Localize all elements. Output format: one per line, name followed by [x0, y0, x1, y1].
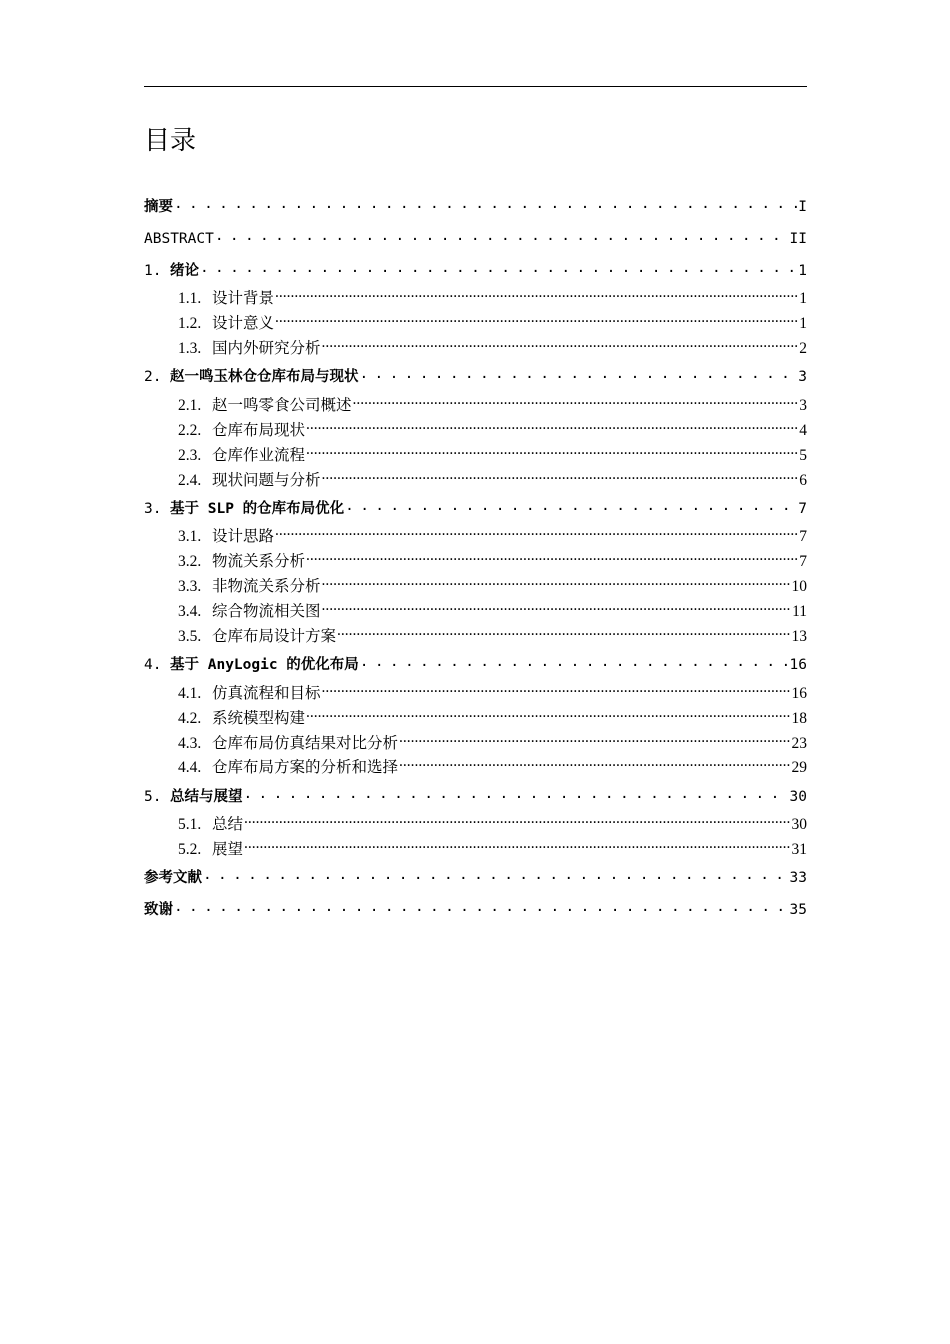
toc-entry-number: 2.1. [178, 396, 202, 414]
toc-entry-section-4-2[interactable] [144, 707, 807, 729]
dot-leader [360, 655, 789, 670]
toc-entry-section-3-5[interactable] [144, 625, 807, 647]
toc-entry-page: 2 [799, 339, 807, 357]
toc-entry-chapter-1[interactable] [144, 260, 807, 282]
dot-leader [322, 600, 792, 616]
toc-entry-label: 基于 AnyLogic 的优化布局 [170, 657, 359, 673]
toc-entry-label: 仿真流程和目标 [212, 684, 321, 702]
toc-entry-page: 10 [791, 577, 807, 595]
toc-entry-section-4-3[interactable] [144, 732, 807, 754]
toc-entry-number: 3.5. [178, 627, 202, 645]
dot-leader [337, 625, 790, 641]
dot-leader [203, 868, 789, 883]
dot-leader [244, 813, 790, 829]
toc-entry-number: 4.4. [178, 758, 202, 776]
toc-entry-abstract-en[interactable] [144, 228, 807, 250]
toc-entry-section-3-2[interactable] [144, 550, 807, 572]
dot-leader [353, 394, 799, 410]
toc-entry-section-3-1[interactable] [144, 525, 807, 547]
toc-entry-page: 1 [799, 314, 807, 332]
toc-entry-number: 5. [144, 789, 162, 805]
toc-entry-section-1-3[interactable] [144, 337, 807, 359]
toc-entry-chapter-5[interactable] [144, 786, 807, 808]
toc-entry-label: 总结 [212, 815, 244, 833]
toc-entry-abstract-cn[interactable] [144, 196, 807, 218]
toc-entry-number: 2.2. [178, 421, 202, 439]
toc-entry-number: 3. [144, 501, 162, 517]
dot-leader [399, 732, 790, 748]
toc-entry-section-4-1[interactable] [144, 682, 807, 704]
toc-entry-number: 3.2. [178, 552, 202, 570]
dot-leader [306, 707, 790, 723]
toc-entry-page: 7 [798, 501, 807, 517]
toc-entry-page: 16 [789, 657, 807, 673]
toc-entry-section-5-1[interactable] [144, 813, 807, 835]
toc-entry-page: 6 [799, 471, 807, 489]
toc-entry-label: 综合物流相关图 [212, 602, 321, 620]
toc-entry-page: 5 [799, 446, 807, 464]
toc-entry-chapter-4[interactable] [144, 654, 807, 676]
dot-leader [200, 261, 797, 276]
toc-entry-number: 1.1. [178, 289, 202, 307]
dot-leader [215, 229, 789, 244]
toc-entry-label: 绪论 [170, 263, 199, 279]
dot-leader [322, 575, 791, 591]
toc-entry-number: 3.4. [178, 602, 202, 620]
dot-leader [306, 444, 798, 460]
toc-entry-section-2-2[interactable] [144, 419, 807, 441]
toc-entry-label: 仓库作业流程 [212, 446, 306, 464]
toc-entry-page: 16 [791, 684, 807, 702]
toc-entry-label: 展望 [212, 840, 244, 858]
toc-entry-label: 非物流关系分析 [212, 577, 321, 595]
toc-entry-label: 赵一鸣玉林仓仓库布局与现状 [170, 369, 359, 385]
toc-entry-page: 7 [799, 552, 807, 570]
toc-entry-label: 设计意义 [212, 314, 275, 332]
toc-entry-label: 仓库布局现状 [212, 421, 306, 439]
toc-entry-chapter-3[interactable] [144, 498, 807, 520]
toc-entry-acknowledgements[interactable] [144, 899, 807, 921]
toc-entry-page: 31 [791, 840, 807, 858]
toc-entry-page: 1 [799, 289, 807, 307]
dot-leader [322, 337, 799, 353]
toc-entry-section-2-3[interactable] [144, 444, 807, 466]
dot-leader [322, 469, 799, 485]
dot-leader [174, 197, 797, 212]
toc-entry-number: 2. [144, 369, 162, 385]
toc-entry-label: 赵一鸣零食公司概述 [212, 396, 352, 414]
dot-leader [306, 419, 798, 435]
toc-entry-label: 仓库布局方案的分析和选择 [212, 758, 399, 776]
toc-entry-section-5-2[interactable] [144, 838, 807, 860]
toc-entry-label: 基于 SLP 的仓库布局优化 [170, 501, 345, 517]
toc-entry-page: 23 [791, 734, 807, 752]
toc-entry-section-2-1[interactable] [144, 394, 807, 416]
toc-entry-number: 4. [144, 657, 162, 673]
toc-entry-label: 国内外研究分析 [212, 339, 321, 357]
toc-entry-number: 1.2. [178, 314, 202, 332]
toc-entry-label: 仓库布局仿真结果对比分析 [212, 734, 399, 752]
toc-entry-page: 33 [789, 870, 807, 886]
toc-entry-page: 18 [791, 709, 807, 727]
toc-entry-section-1-2[interactable] [144, 312, 807, 334]
toc-entry-label: 致谢 [144, 902, 173, 918]
toc-entry-page: 7 [799, 527, 807, 545]
dot-leader [275, 525, 798, 541]
toc-entry-number: 5.2. [178, 840, 202, 858]
header-rule [144, 86, 807, 87]
dot-leader [244, 838, 790, 854]
toc-entry-label: 物流关系分析 [212, 552, 306, 570]
toc-entry-label: 摘要 [144, 199, 173, 215]
toc-entry-page: 29 [791, 758, 807, 776]
toc-entry-page: 3 [799, 396, 807, 414]
toc-entry-number: 4.1. [178, 684, 202, 702]
toc-entry-section-2-4[interactable] [144, 469, 807, 491]
toc-entry-page: I [798, 199, 807, 215]
dot-leader [345, 499, 797, 514]
toc-entry-label: 设计背景 [212, 289, 275, 307]
dot-leader [360, 367, 798, 382]
toc-entry-number: 5.1. [178, 815, 202, 833]
toc-entry-section-3-3[interactable] [144, 575, 807, 597]
toc-entry-label: 参考文献 [144, 870, 202, 886]
toc-entry-chapter-2[interactable] [144, 366, 807, 388]
toc-entry-page: 3 [798, 369, 807, 385]
toc-entry-section-4-4[interactable] [144, 756, 807, 778]
dot-leader [174, 900, 789, 915]
toc-entry-page: 30 [789, 789, 807, 805]
dot-leader [275, 287, 798, 303]
toc-entry-page: 13 [791, 627, 807, 645]
toc-entry-label: 系统模型构建 [212, 709, 306, 727]
toc-entry-section-1-1[interactable] [144, 287, 807, 309]
dot-leader [275, 312, 798, 328]
dot-leader [322, 682, 791, 698]
dot-leader [244, 787, 789, 802]
toc-entry-label: 设计思路 [212, 527, 275, 545]
toc-entry-number: 4.3. [178, 734, 202, 752]
toc-entry-references[interactable] [144, 867, 807, 889]
toc-entry-section-3-4[interactable] [144, 600, 807, 622]
toc-entry-number: 1.3. [178, 339, 202, 357]
toc-entry-number: 1. [144, 263, 162, 279]
toc-entry-number: 3.1. [178, 527, 202, 545]
dot-leader [306, 550, 798, 566]
toc-entry-label: 总结与展望 [170, 789, 243, 805]
toc-entry-number: 4.2. [178, 709, 202, 727]
toc-entry-label: 现状问题与分析 [212, 471, 321, 489]
toc-entry-page: 4 [799, 421, 807, 439]
toc-entry-page: 11 [792, 602, 807, 620]
toc-entry-number: 2.3. [178, 446, 202, 464]
toc-entry-number: 2.4. [178, 471, 202, 489]
toc-entry-page: II [789, 231, 807, 247]
toc-entry-label: 仓库布局设计方案 [212, 627, 337, 645]
page-title: 目录 [144, 126, 197, 156]
toc-entry-label: ABSTRACT [144, 231, 214, 247]
toc-entry-number: 3.3. [178, 577, 202, 595]
toc-entry-page: 1 [798, 263, 807, 279]
toc-entry-page: 30 [791, 815, 807, 833]
toc-entry-page: 35 [789, 902, 807, 918]
dot-leader [399, 756, 790, 772]
